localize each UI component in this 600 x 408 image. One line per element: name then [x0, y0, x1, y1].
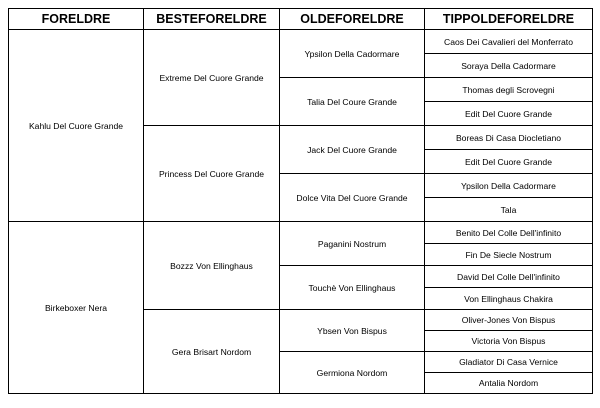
grandparent-cell: Bozzz Von Ellinghaus — [144, 222, 280, 310]
header-foreldre: FORELDRE — [9, 9, 144, 30]
grandparent-cell: Gera Brisart Nordom — [144, 310, 280, 394]
great-great-grandparent-cell: Boreas Di Casa Diocletiano — [425, 126, 593, 150]
great-grandparent-cell: Touchè Von Ellinghaus — [280, 266, 425, 310]
great-great-grandparent-cell: Oliver-Jones Von Bispus — [425, 310, 593, 331]
great-great-grandparent-cell: Edit Del Cuore Grande — [425, 150, 593, 174]
great-great-grandparent-cell: Fin De Siecle Nostrum — [425, 244, 593, 266]
pedigree-table — [8, 8, 593, 394]
great-great-grandparent-cell: Benito Del Colle Dell'infinito — [425, 222, 593, 244]
great-great-grandparent-cell: Edit Del Cuore Grande — [425, 102, 593, 126]
parent-cell: Birkeboxer Nera — [9, 222, 144, 394]
grandparent-cell: Princess Del Cuore Grande — [144, 126, 280, 222]
great-great-grandparent-cell: Tala — [425, 198, 593, 222]
great-grandparent-cell: Dolce Vita Del Cuore Grande — [280, 174, 425, 222]
great-grandparent-cell: Ypsilon Della Cadormare — [280, 30, 425, 78]
header-oldeforeldre: OLDEFORELDRE — [280, 9, 425, 30]
great-grandparent-cell: Germiona Nordom — [280, 352, 425, 394]
great-grandparent-cell: Ybsen Von Bispus — [280, 310, 425, 352]
header-tippoldeforeldre: TIPPOLDEFORELDRE — [425, 9, 593, 30]
parent-cell: Kahlu Del Cuore Grande — [9, 30, 144, 222]
great-great-grandparent-cell: Ypsilon Della Cadormare — [425, 174, 593, 198]
great-grandparent-cell: Paganini Nostrum — [280, 222, 425, 266]
great-great-grandparent-cell: Thomas degli Scrovegni — [425, 78, 593, 102]
great-great-grandparent-cell: Caos Dei Cavalieri del Monferrato — [425, 30, 593, 54]
pedigree-row — [9, 222, 593, 244]
great-great-grandparent-cell: Soraya Della Cadormare — [425, 54, 593, 78]
grandparent-cell: Extreme Del Cuore Grande — [144, 30, 280, 126]
great-great-grandparent-cell: David Del Colle Dell'infinito — [425, 266, 593, 288]
great-grandparent-cell: Jack Del Cuore Grande — [280, 126, 425, 174]
header-row — [9, 9, 593, 30]
great-great-grandparent-cell: Antalia Nordom — [425, 373, 593, 394]
great-grandparent-cell: Talia Del Coure Grande — [280, 78, 425, 126]
great-great-grandparent-cell: Von Ellinghaus Chakira — [425, 288, 593, 310]
great-great-grandparent-cell: Gladiator Di Casa Vernice — [425, 352, 593, 373]
header-besteforeldre: BESTEFORELDRE — [144, 9, 280, 30]
pedigree-row — [9, 30, 593, 54]
great-great-grandparent-cell: Victoria Von Bispus — [425, 331, 593, 352]
